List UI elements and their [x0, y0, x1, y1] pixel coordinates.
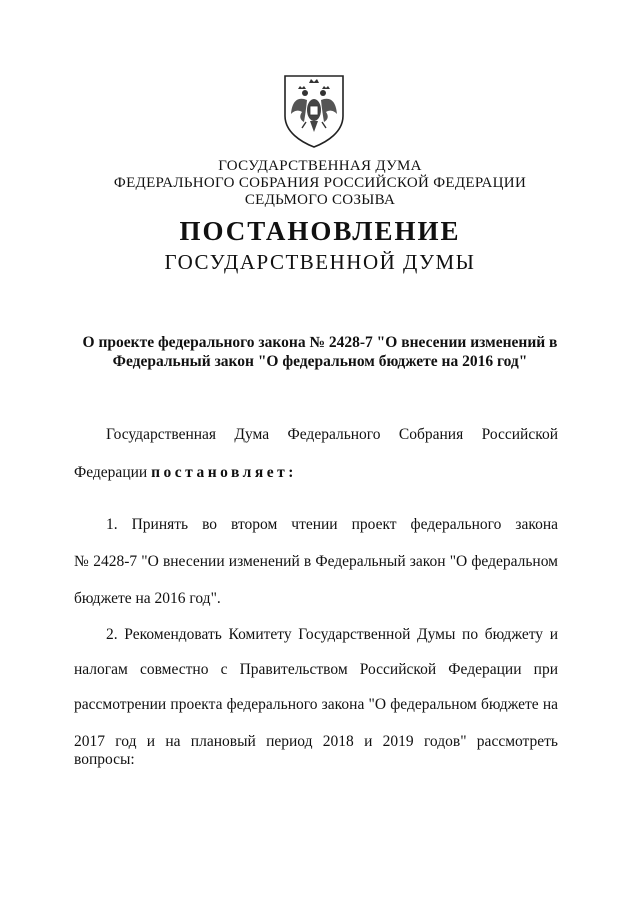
org-line-3: СЕДЬМОГО СОЗЫВА [244, 192, 396, 208]
item-1-line-2: № 2428-7 "О внесении изменений в Федеральный закон "О федеральном [74, 553, 558, 570]
item-2-line-2: налогам совместно с Правительством Российской Федерации при [74, 661, 558, 678]
org-line-2: ФЕДЕРАЛЬНОГО СОБРАНИЯ РОССИЙСКОЙ ФЕДЕРАЦИИ [113, 175, 527, 191]
item-2-line-3: рассмотрении проекта федерального закона "О федеральном бюджете на [74, 696, 558, 713]
preamble-verb: постановляет: [151, 464, 297, 481]
item-1-line-3: бюджете на 2016 год". [74, 590, 221, 607]
document-issuer: ГОСУДАРСТВЕННОЙ ДУМЫ [164, 250, 476, 274]
item-2-line-1: 2. Рекомендовать Комитету Государственной Думы по бюджету и [106, 626, 558, 643]
item-2-line-4: 2017 год и на плановый период 2018 и 2019 годов" рассмотреть вопросы: [74, 733, 558, 768]
preamble-line-1: Государственная Дума Федерального Собрания Российской [106, 426, 558, 443]
preamble-prefix: Федерации [74, 464, 148, 481]
coat-of-arms-icon [279, 70, 349, 150]
subject-line-2: Федеральный закон "О федеральном бюджете на 2016 год" [112, 353, 528, 370]
subject-line-1: О проекте федерального закона № 2428-7 "О внесении изменений в [82, 334, 558, 351]
org-line-1: ГОСУДАРСТВЕННАЯ ДУМА [218, 158, 422, 174]
document-type: ПОСТАНОВЛЕНИЕ [179, 216, 461, 246]
preamble-line-2 [74, 464, 297, 482]
item-1-line-1: 1. Принять во втором чтении проект федерального закона [106, 516, 558, 533]
